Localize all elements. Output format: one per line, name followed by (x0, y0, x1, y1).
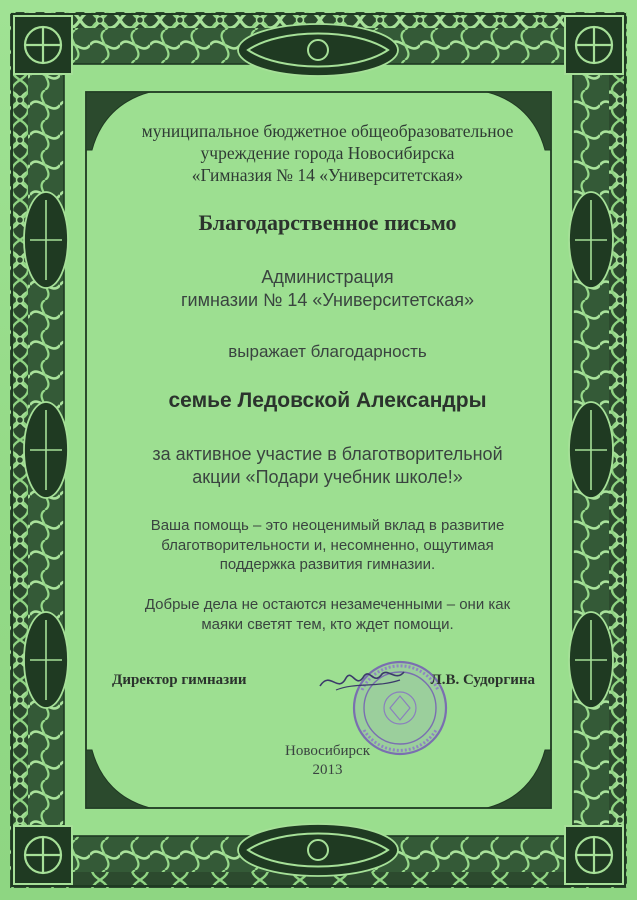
administration-line: гимназии № 14 «Университетская» (180, 290, 475, 310)
reason-line: акции «Подари учебник школе!» (192, 467, 463, 487)
administration-block (110, 266, 545, 312)
director-title: Директор гимназии (112, 672, 247, 688)
organization-name (110, 120, 545, 186)
reason-line: за активное участие в благотворительной (152, 444, 503, 464)
signature-row (110, 672, 545, 696)
paragraph-line: Ваша помощь – это неоценимый вклад в развитие (150, 517, 505, 534)
paragraph-good-deeds (110, 595, 545, 634)
footer-year: 2013 (312, 762, 343, 778)
reason-block (110, 443, 545, 489)
director-name: Л.В. Судоргина (430, 672, 535, 688)
organization-line: «Гимназия № 14 «Университетская» (191, 165, 464, 185)
handwritten-signature (316, 664, 406, 698)
certificate-content (110, 0, 545, 900)
footer-place-date (110, 742, 545, 780)
organization-line: учреждение города Новосибирска (200, 143, 455, 163)
paragraph-line: маяки светят тем, кто ждет помощи. (201, 615, 454, 633)
recipient-name: семье Ледовской Александры (168, 389, 487, 412)
paragraph-line: Добрые дела не остаются незамеченными – они как (144, 596, 511, 613)
organization-line: муниципальное бюджетное общеобразовательное (141, 121, 514, 141)
gratitude-expression: выражает благодарность (228, 342, 427, 361)
paragraph-line: благотворительности и, несомненно, ощутимая (161, 536, 494, 554)
administration-line: Администрация (261, 267, 394, 287)
paragraph-help (110, 516, 545, 575)
paragraph-line: поддержка развития гимназии. (219, 556, 436, 573)
footer-city: Новосибирск (285, 743, 370, 759)
certificate-title: Благодарственное письмо (198, 210, 457, 235)
